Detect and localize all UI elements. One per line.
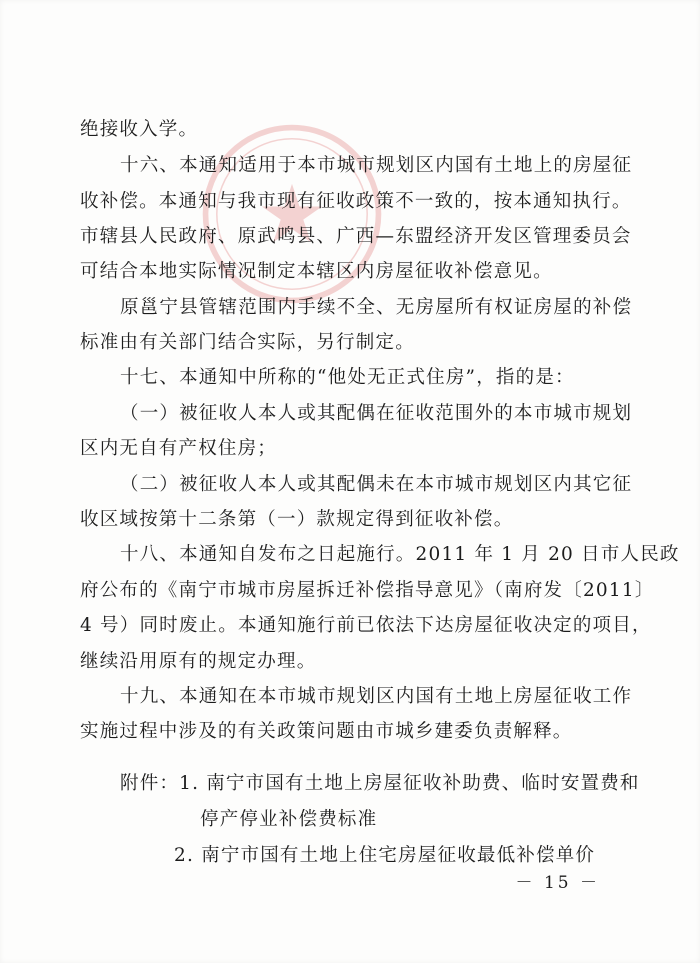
text-line: 收补偿。本通知与我市现有征收政策不一致的，按本通知执行。 (80, 191, 632, 212)
page-number: － 15 － (515, 873, 600, 893)
attachment-heading-line: 附件：1. 南宁市国有土地上房屋征收补助费、临时安置费和 (120, 773, 640, 794)
text-line: 府公布的《南宁市城市房屋拆迁补偿指导意见》（南府发〔2011〕 (80, 580, 655, 601)
text-line: （二）被征收人本人或其配偶未在本市城市规划区内其它征 (120, 474, 633, 495)
text-line: 十八、本通知自发布之日起施行。2011 年 1 月 20 日市人民政 (120, 544, 680, 565)
text-line: 原邕宁县管辖范围内手续不全、无房屋所有权证房屋的补偿 (120, 297, 633, 318)
text-line: 绝接收入学。 (80, 119, 199, 140)
text-line: 继续沿用原有的规定办理。 (80, 651, 317, 672)
text-line: 标准由有关部门结合实际，另行制定。 (80, 332, 415, 353)
text-line: 十九、本通知在本市城市规划区内国有土地上房屋征收工作 (120, 686, 633, 707)
text-line: 十六、本通知适用于本市城市规划区内国有土地上的房屋征 (120, 155, 633, 176)
text-line: 实施过程中涉及的有关政策问题由市城乡建委负责解释。 (80, 721, 573, 742)
attachment-line: 2. 南宁市国有土地上住宅房屋征收最低补偿单价 (174, 845, 596, 866)
text-line: 十七、本通知中所称的“他处无正式住房”，指的是： (120, 367, 575, 388)
text-line: 市辖县人民政府、原武鸣县、广西—东盟经济开发区管理委员会 (80, 226, 632, 247)
text-line: （一）被征收人本人或其配偶在征收范围外的本市城市规划 (120, 403, 633, 424)
text-line: 可结合本地实际情况制定本辖区内房屋征收补偿意见。 (80, 261, 553, 282)
text-line: 区内无自有产权住房； (80, 438, 278, 459)
text-line: 收区域按第十二条第（一）款规定得到征收补偿。 (80, 509, 514, 530)
attachment-line: 停产停业补偿费标准 (200, 809, 378, 830)
text-line: 4 号）同时废止。本通知施行前已依法下达房屋征收决定的项目， (80, 615, 652, 636)
